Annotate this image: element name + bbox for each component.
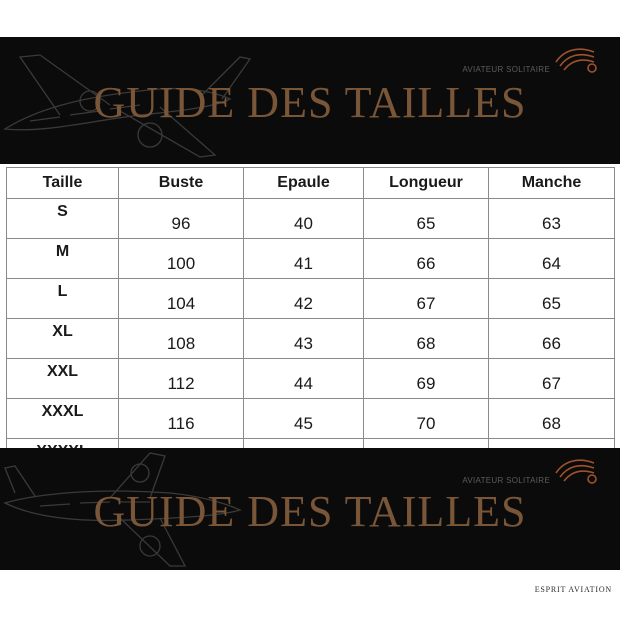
- manche-value: 63: [489, 199, 615, 239]
- brand-name: AVIATEUR SOLITAIRE: [462, 475, 550, 485]
- column-header-manche: Manche: [489, 168, 615, 199]
- page-title: GUIDE DES TAILLES: [93, 78, 527, 127]
- column-header-taille: Taille: [7, 168, 119, 199]
- column-header-buste: Buste: [119, 168, 244, 199]
- buste-value: 112: [119, 359, 244, 399]
- buste-value: 108: [119, 319, 244, 359]
- wings-logo-icon: [554, 453, 598, 487]
- table-row: [7, 319, 615, 359]
- size-table: [6, 167, 615, 479]
- page-title-repeat: GUIDE DES TAILLES: [93, 487, 527, 536]
- table-row: [7, 399, 615, 439]
- epaule-value: 43: [244, 319, 364, 359]
- brand-logo: [462, 42, 598, 76]
- epaule-value: 41: [244, 239, 364, 279]
- buste-value: 104: [119, 279, 244, 319]
- bottom-banner: [0, 448, 620, 570]
- epaule-value: 42: [244, 279, 364, 319]
- table-row: [7, 199, 615, 239]
- buste-value: 100: [119, 239, 244, 279]
- table-header-row: [7, 168, 615, 199]
- longueur-value: 66: [364, 239, 489, 279]
- table-row: [7, 239, 615, 279]
- top-banner: [0, 37, 620, 164]
- size-label: XXL: [7, 359, 119, 399]
- longueur-value: 67: [364, 279, 489, 319]
- manche-value: 64: [489, 239, 615, 279]
- size-label: XXXL: [7, 399, 119, 439]
- table-row: [7, 359, 615, 399]
- wings-logo-icon: [554, 42, 598, 76]
- size-label: S: [7, 199, 119, 239]
- epaule-value: 40: [244, 199, 364, 239]
- manche-value: 67: [489, 359, 615, 399]
- epaule-value: 45: [244, 399, 364, 439]
- size-label: XL: [7, 319, 119, 359]
- longueur-value: 69: [364, 359, 489, 399]
- manche-value: 65: [489, 279, 615, 319]
- buste-value: 96: [119, 199, 244, 239]
- size-label: M: [7, 239, 119, 279]
- footer-brand: ESPRIT AVIATION: [534, 585, 612, 594]
- manche-value: 68: [489, 399, 615, 439]
- longueur-value: 68: [364, 319, 489, 359]
- brand-logo-repeat: [462, 453, 598, 487]
- table-row: [7, 279, 615, 319]
- longueur-value: 65: [364, 199, 489, 239]
- brand-name: AVIATEUR SOLITAIRE: [462, 64, 550, 74]
- size-label: L: [7, 279, 119, 319]
- buste-value: 116: [119, 399, 244, 439]
- manche-value: 66: [489, 319, 615, 359]
- column-header-longueur: Longueur: [364, 168, 489, 199]
- longueur-value: 70: [364, 399, 489, 439]
- epaule-value: 44: [244, 359, 364, 399]
- column-header-epaule: Epaule: [244, 168, 364, 199]
